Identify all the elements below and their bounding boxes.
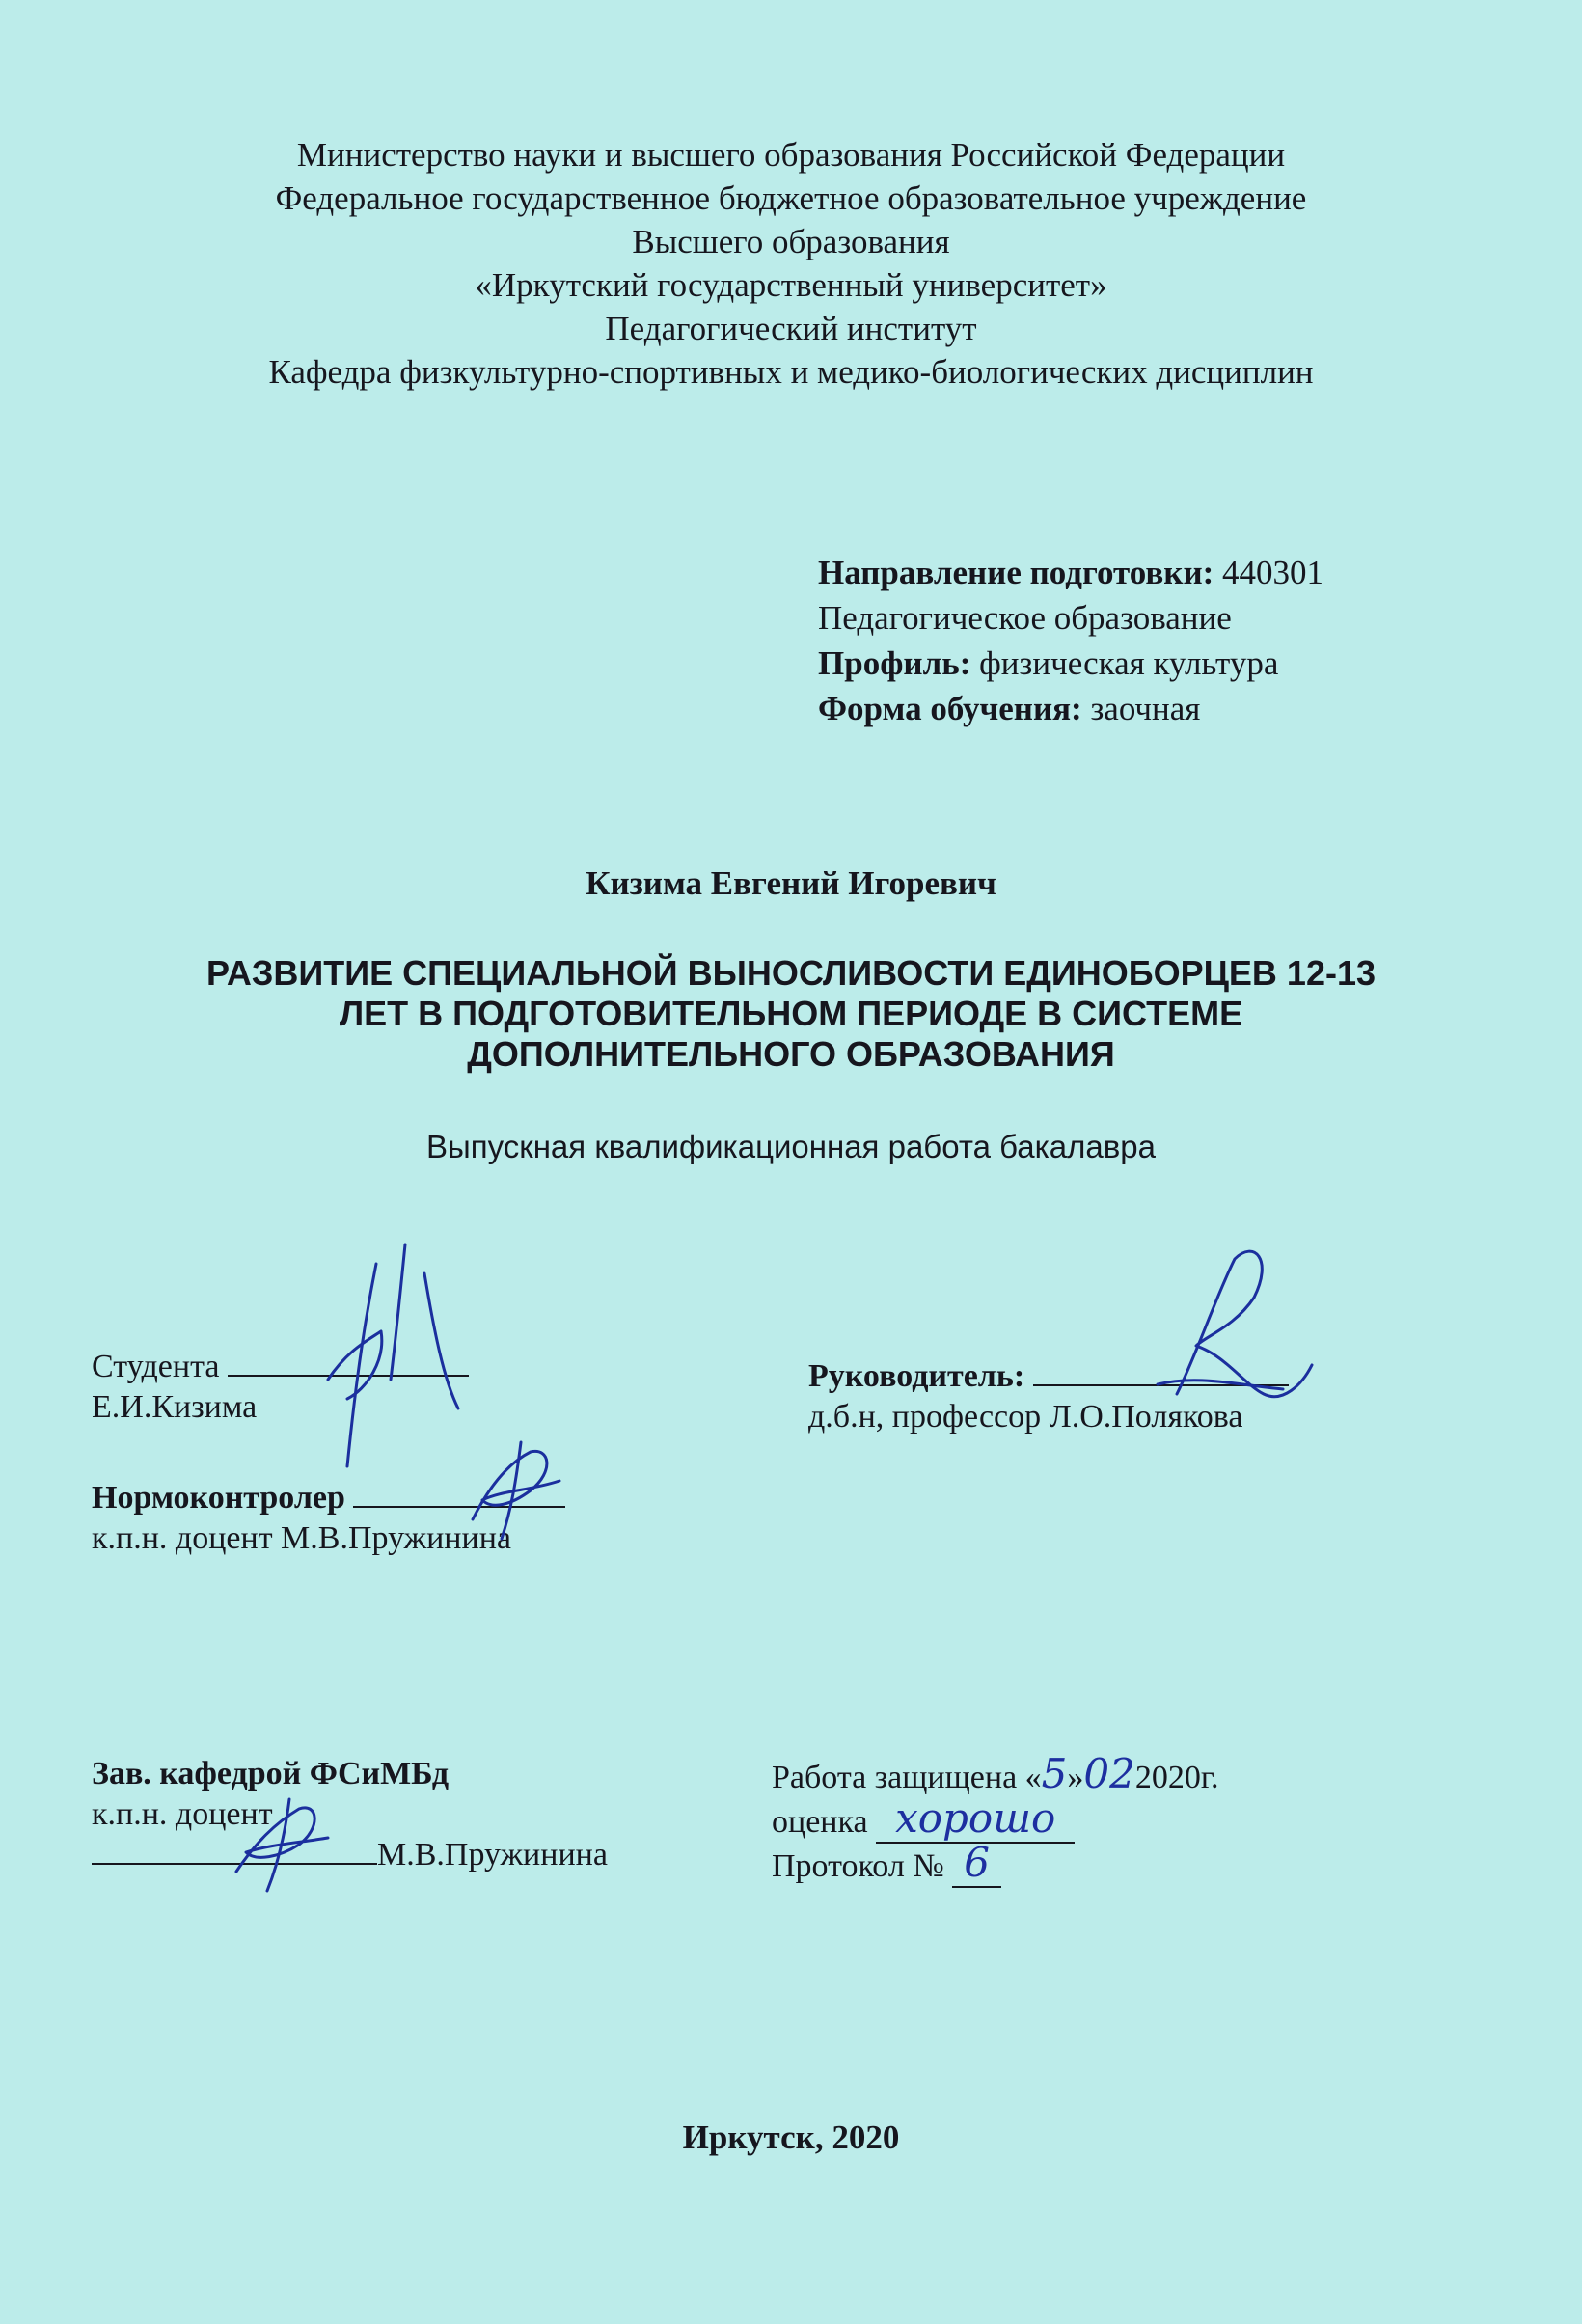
grade-row xyxy=(772,1794,1218,1843)
header-line-university: «Иркутский государственный университет» xyxy=(475,266,1107,304)
author-name: Кизима Евгений Игоревич xyxy=(586,864,996,902)
grade-label: оценка xyxy=(772,1804,868,1840)
supervisor-label: Руководитель: xyxy=(808,1358,1025,1394)
title-line-2: ЛЕТ В ПОДГОТОВИТЕЛЬНОМ ПЕРИОДЕ В СИСТЕМЕ xyxy=(339,994,1243,1033)
student-name: Е.И.Кизима xyxy=(92,1389,258,1425)
header-line-institution-type: Федеральное государственное бюджетное образовательное учреждение xyxy=(275,179,1307,217)
profile-row xyxy=(818,641,1323,686)
defense-quote: » xyxy=(1067,1760,1084,1795)
institution-header xyxy=(0,133,1582,394)
protocol-row xyxy=(772,1839,1218,1887)
head-label: Зав. кафедрой ФСиМБд xyxy=(92,1756,450,1791)
normcontrol-label: Нормоконтролер xyxy=(92,1480,345,1516)
header-line-department: Кафедра физкультурно-спортивных и медико-биологических дисциплин xyxy=(268,353,1314,391)
direction-row xyxy=(818,550,1323,595)
head-name: М.В.Пружинина xyxy=(377,1837,608,1873)
student-label: Студента xyxy=(92,1349,220,1384)
profile-value: физическая культура xyxy=(979,644,1279,682)
head-signature xyxy=(217,1785,342,1900)
normcontrol-signature xyxy=(453,1433,588,1548)
thesis-type: Выпускная квалификационная работа бакалавра xyxy=(426,1129,1156,1164)
profile-label: Профиль: xyxy=(818,644,971,682)
protocol-label: Протокол № xyxy=(772,1848,944,1884)
defense-year: 2020г. xyxy=(1134,1760,1219,1795)
form-label: Форма обучения: xyxy=(818,690,1082,727)
defense-day: 5 xyxy=(1041,1750,1068,1797)
title-line-3: ДОПОЛНИТЕЛЬНОГО ОБРАЗОВАНИЯ xyxy=(467,1034,1115,1074)
grade-value: хорошо xyxy=(876,1794,1075,1844)
header-line-institute: Педагогический институт xyxy=(605,310,977,347)
thesis-title xyxy=(0,953,1582,1075)
city-year: Иркутск, 2020 xyxy=(682,2119,900,2156)
form-value: заочная xyxy=(1090,690,1201,727)
supervisor-signature xyxy=(1138,1240,1322,1413)
title-line-1: РАЗВИТИЕ СПЕЦИАЛЬНОЙ ВЫНОСЛИВОСТИ ЕДИНОБОРЦЕВ 12-13 xyxy=(205,953,1376,993)
direction-name: Педагогическое образование xyxy=(818,599,1232,637)
supervisor-name: д.б.н, профессор Л.О.Полякова xyxy=(808,1399,1243,1435)
direction-code: 440301 xyxy=(1222,554,1324,591)
header-line-education-level: Высшего образования xyxy=(632,223,950,260)
defense-label: Работа защищена « xyxy=(772,1760,1042,1795)
head-rank: к.п.н. доцент xyxy=(92,1796,273,1832)
head-block xyxy=(92,1754,608,1875)
study-info xyxy=(818,550,1323,731)
defense-month: 02 xyxy=(1083,1750,1135,1797)
defense-block xyxy=(772,1750,1219,1887)
normcontrol-name: к.п.н. доцент М.В.Пружинина xyxy=(92,1520,511,1556)
protocol-number: 6 xyxy=(952,1839,1001,1888)
direction-label: Направление подготовки: xyxy=(818,554,1214,591)
header-line-ministry: Министерство науки и высшего образования Российской Федерации xyxy=(296,136,1286,174)
form-row xyxy=(818,686,1323,731)
defense-row xyxy=(772,1750,1219,1798)
